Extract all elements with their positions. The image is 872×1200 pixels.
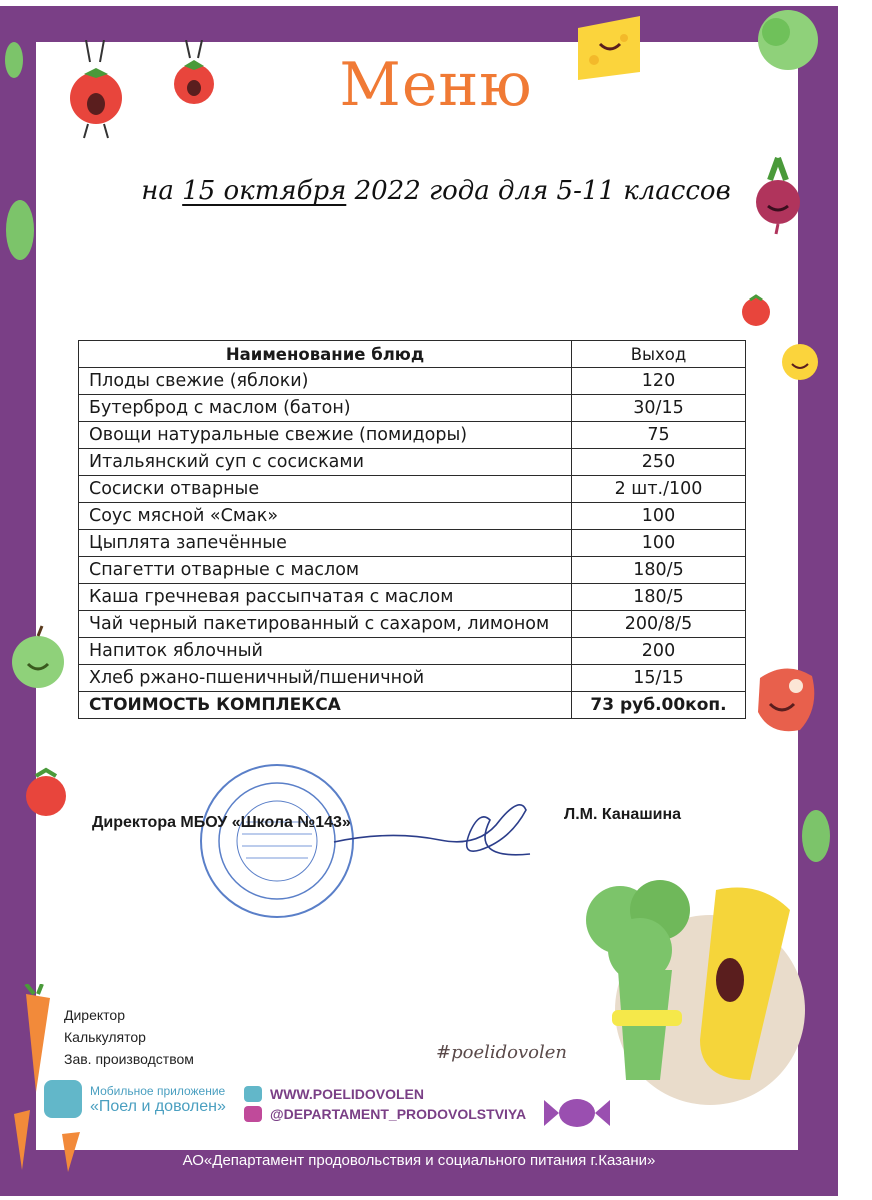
- footer-roles: [64, 1004, 194, 1070]
- dish-name: Овощи натуральные свежие (помидоры): [79, 422, 572, 449]
- column-header-name: Наименование блюд: [79, 341, 572, 368]
- subtitle-prefix: на: [141, 176, 174, 206]
- tomato-icon: [738, 292, 774, 328]
- table-row: [79, 584, 746, 611]
- page-title: Меню: [339, 50, 533, 120]
- dish-output: 200/8/5: [572, 611, 746, 638]
- table-row: [79, 449, 746, 476]
- column-header-output: Выход: [572, 341, 746, 368]
- dish-output: 180/5: [572, 584, 746, 611]
- dish-name: Хлеб ржано-пшеничный/пшеничной: [79, 665, 572, 692]
- table-row: [79, 476, 746, 503]
- total-row: [79, 692, 746, 719]
- app-promo: [90, 1084, 226, 1116]
- handwritten-signature: [330, 790, 540, 870]
- dish-name: Итальянский суп с сосисками: [79, 449, 572, 476]
- menu-date: 15 октября: [182, 176, 347, 206]
- hashtag: #poelidovolen: [436, 1042, 567, 1063]
- dish-output: 100: [572, 530, 746, 557]
- director-name: Л.М. Канашина: [564, 806, 682, 823]
- role-production-head: Зав. производством: [64, 1051, 194, 1067]
- dish-output: 180/5: [572, 557, 746, 584]
- instagram-handle[interactable]: @DEPARTAMENT_PRODOVOLSTVIYA: [270, 1106, 527, 1122]
- table-row: [79, 611, 746, 638]
- instagram-row: [244, 1106, 526, 1122]
- table-row: [79, 665, 746, 692]
- table-row: [79, 422, 746, 449]
- dish-name: Цыплята запечённые: [79, 530, 572, 557]
- cheese-smile-icon: [780, 340, 820, 384]
- dish-name: Чай черный пакетированный с сахаром, лимоном: [79, 611, 572, 638]
- director-title: Директора МБОУ «Школа №143»: [92, 814, 351, 831]
- total-value: 73 руб.00коп.: [572, 692, 746, 719]
- menu-table: [78, 340, 746, 719]
- dish-output: 120: [572, 368, 746, 395]
- role-calculator: Калькулятор: [64, 1029, 146, 1045]
- table-header-row: [79, 341, 746, 368]
- table-row: [79, 638, 746, 665]
- dish-name: Плоды свежие (яблоки): [79, 368, 572, 395]
- table-row: [79, 395, 746, 422]
- menu-date-line: [0, 176, 872, 206]
- table-row: [79, 557, 746, 584]
- web-icon: [244, 1086, 262, 1102]
- tomato-icon: [22, 764, 70, 820]
- role-director: Директор: [64, 1007, 125, 1023]
- leaf-icon: [798, 808, 832, 864]
- website-row: [244, 1086, 424, 1102]
- dish-name: Напиток яблочный: [79, 638, 572, 665]
- dish-name: Спагетти отварные с маслом: [79, 557, 572, 584]
- subtitle-suffix: 2022 года для 5-11 классов: [354, 176, 731, 206]
- dish-name: Соус мясной «Смак»: [79, 503, 572, 530]
- dish-name: Каша гречневая рассыпчатая с маслом: [79, 584, 572, 611]
- apple-icon: [8, 624, 68, 690]
- app-icon: [44, 1080, 82, 1118]
- dish-output: 15/15: [572, 665, 746, 692]
- dish-output: 2 шт./100: [572, 476, 746, 503]
- dish-output: 30/15: [572, 395, 746, 422]
- dish-name: Сосиски отварные: [79, 476, 572, 503]
- dish-output: 200: [572, 638, 746, 665]
- dish-name: Бутерброд с маслом (батон): [79, 395, 572, 422]
- carrot-icon: [6, 984, 68, 1094]
- leaf-icon: [4, 196, 40, 266]
- candy-icon: [540, 1088, 614, 1138]
- total-label: СТОИМОСТЬ КОМПЛЕКСА: [79, 692, 572, 719]
- instagram-icon: [244, 1106, 262, 1122]
- organization-name: АО«Департамент продовольствия и социального питания г.Казани»: [182, 1152, 656, 1169]
- dish-output: 100: [572, 503, 746, 530]
- table-row: [79, 503, 746, 530]
- app-promo-line2: «Поел и доволен»: [90, 1098, 226, 1115]
- dish-output: 250: [572, 449, 746, 476]
- app-promo-line1: Мобильное приложение: [90, 1084, 226, 1098]
- table-row: [79, 530, 746, 557]
- table-row: [79, 368, 746, 395]
- dish-output: 75: [572, 422, 746, 449]
- website-link[interactable]: WWW.POELIDOVOLEN: [270, 1086, 424, 1102]
- steak-icon: [750, 658, 822, 738]
